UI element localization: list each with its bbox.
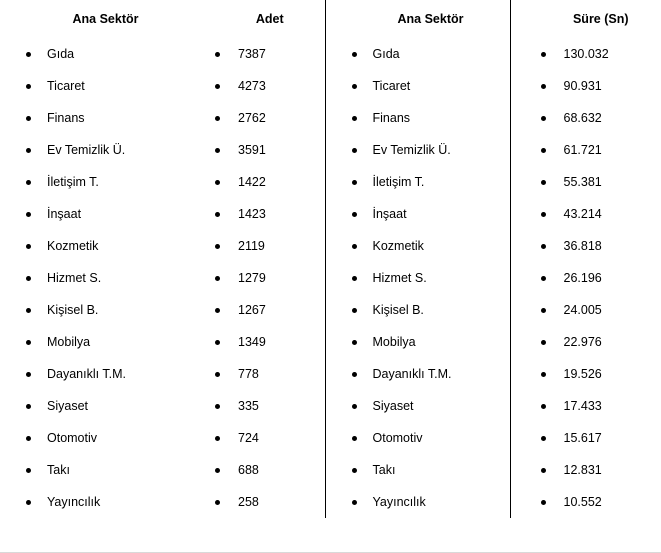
table-row [0,134,661,166]
cell-text: Takı [47,463,70,477]
bullet-icon [215,148,220,153]
bullet-icon [215,52,220,57]
cell-text: Hizmet S. [47,271,102,285]
cell-sector-time [325,70,510,102]
bullet-icon [215,404,220,409]
cell-sector-count [0,166,185,198]
cell-sector-count [0,38,185,70]
bullet-icon [352,52,357,57]
cell-text: 2762 [238,111,266,125]
cell-time [510,422,661,454]
cell-count [185,102,325,134]
cell-text: Dayanıklı T.M. [47,367,126,381]
cell-sector-time [325,166,510,198]
cell-count [185,134,325,166]
cell-text: 4273 [238,79,266,93]
bullet-icon [541,436,546,441]
cell-count [185,70,325,102]
bullet-icon [26,244,31,249]
cell-text: 68.632 [563,111,602,125]
bullet-icon [215,244,220,249]
cell-sector-time [325,38,510,70]
bullet-icon [541,500,546,505]
bullet-icon [215,500,220,505]
cell-text: 22.976 [563,335,602,349]
table-row [0,166,661,198]
bullet-icon [541,116,546,121]
cell-text: 90.931 [563,79,602,93]
cell-text: 17.433 [563,399,602,413]
bullet-icon [215,340,220,345]
cell-text: İletişim T. [372,175,425,189]
cell-text: Ev Temizlik Ü. [47,143,126,157]
bullet-icon [215,84,220,89]
bullet-icon [26,500,31,505]
cell-text: Mobilya [47,335,91,349]
cell-sector-count [0,70,185,102]
table-row [0,390,661,422]
cell-count [185,198,325,230]
cell-sector-time [325,326,510,358]
cell-text: 1279 [238,271,266,285]
cell-text: Siyaset [372,399,414,413]
cell-text: İnşaat [47,207,82,221]
cell-text: Finans [372,111,411,125]
cell-text: 55.381 [563,175,602,189]
table-row [0,230,661,262]
cell-text: 2119 [238,239,265,253]
bullet-icon [352,276,357,281]
bullet-icon [541,84,546,89]
bullet-icon [215,436,220,441]
bullet-icon [26,340,31,345]
bullet-icon [352,116,357,121]
cell-text: 1423 [238,207,266,221]
bullet-icon [352,308,357,313]
table-header [0,0,661,38]
cell-count [185,326,325,358]
bullet-icon [26,84,31,89]
cell-sector-count [0,294,185,326]
bullet-icon [352,244,357,249]
cell-count [185,262,325,294]
cell-text: Hizmet S. [372,271,427,285]
cell-text: 335 [238,399,259,413]
header-label: Ana Sektör [397,12,464,26]
cell-text: 688 [238,463,259,477]
cell-text: Kozmetik [47,239,99,253]
cell-text: 778 [238,367,259,381]
bullet-icon [541,244,546,249]
cell-sector-time [325,198,510,230]
cell-sector-count [0,134,185,166]
cell-text: 43.214 [563,207,602,221]
cell-time [510,166,661,198]
cell-time [510,390,661,422]
cell-time [510,102,661,134]
cell-sector-count [0,358,185,390]
cell-text: 724 [238,431,259,445]
bullet-icon [541,148,546,153]
bullet-icon [541,180,546,185]
bullet-icon [541,276,546,281]
cell-time [510,294,661,326]
bullet-icon [352,372,357,377]
bullet-icon [215,372,220,377]
cell-text: 15.617 [563,431,602,445]
table-row [0,262,661,294]
cell-text: Ticaret [47,79,85,93]
bullet-icon [541,52,546,57]
cell-text: 12.831 [563,463,602,477]
cell-text: Otomotiv [372,431,423,445]
cell-sector-time [325,454,510,486]
cell-text: Otomotiv [47,431,98,445]
bullet-icon [26,308,31,313]
cell-count [185,422,325,454]
cell-sector-count [0,198,185,230]
cell-time [510,326,661,358]
bullet-icon [541,308,546,313]
bullet-icon [541,468,546,473]
cell-sector-count [0,390,185,422]
header-row [0,0,661,38]
cell-sector-count [0,230,185,262]
cell-count [185,294,325,326]
cell-text: 36.818 [563,239,602,253]
table-row [0,454,661,486]
table-row [0,422,661,454]
cell-sector-time [325,422,510,454]
bullet-icon [26,436,31,441]
cell-text: Kişisel B. [47,303,99,317]
bullet-icon [541,340,546,345]
table-row [0,102,661,134]
cell-time [510,38,661,70]
column-header-sector-count [0,0,185,38]
cell-text: Gıda [372,47,400,61]
cell-text: 258 [238,495,259,509]
bullet-icon [26,404,31,409]
table-row [0,38,661,70]
cell-text: 19.526 [563,367,602,381]
cell-time [510,134,661,166]
cell-count [185,166,325,198]
cell-count [185,230,325,262]
bullet-icon [215,468,220,473]
cell-text: 26.196 [563,271,602,285]
cell-sector-count [0,422,185,454]
column-header-time [510,0,661,38]
bullet-icon [352,500,357,505]
bullet-icon [215,276,220,281]
bullet-icon [541,212,546,217]
cell-text: 3591 [238,143,266,157]
bullet-icon [352,180,357,185]
cell-text: 7387 [238,47,266,61]
bullet-icon [352,468,357,473]
cell-sector-time [325,262,510,294]
cell-text: Takı [372,463,396,477]
cell-sector-time [325,390,510,422]
cell-text: 1349 [238,335,266,349]
cell-sector-time [325,358,510,390]
cell-text: Gıda [47,47,75,61]
cell-text: 130.032 [563,47,609,61]
bullet-icon [26,116,31,121]
bullet-icon [215,116,220,121]
bullet-icon [215,180,220,185]
bullet-icon [352,404,357,409]
bullet-icon [352,340,357,345]
bullet-icon [26,468,31,473]
cell-sector-count [0,326,185,358]
table-row [0,486,661,518]
header-label: Adet [255,12,284,26]
cell-count [185,454,325,486]
cell-text: 1422 [238,175,266,189]
bullet-icon [541,372,546,377]
bullet-icon [26,276,31,281]
cell-time [510,454,661,486]
cell-text: Dayanıklı T.M. [372,367,452,381]
column-header-sector-time [325,0,510,38]
cell-text: 24.005 [563,303,602,317]
bullet-icon [352,436,357,441]
bullet-icon [215,308,220,313]
cell-text: 61.721 [563,143,602,157]
cell-text: 10.552 [563,495,602,509]
bullet-icon [352,84,357,89]
cell-time [510,70,661,102]
table-row [0,326,661,358]
table-row [0,294,661,326]
bullet-icon [26,52,31,57]
table-body [0,38,661,518]
table-row [0,358,661,390]
cell-text: Mobilya [372,335,416,349]
cell-text: Yayıncılık [372,495,426,509]
cell-sector-time [325,486,510,518]
cell-sector-count [0,102,185,134]
cell-text: Yayıncılık [47,495,101,509]
bullet-icon [352,148,357,153]
cell-text: Finans [47,111,85,125]
bullet-icon [26,180,31,185]
bullet-icon [26,372,31,377]
cell-text: İnşaat [372,207,407,221]
cell-sector-time [325,134,510,166]
cell-sector-time [325,230,510,262]
cell-time [510,262,661,294]
bullet-icon [215,212,220,217]
cell-time [510,486,661,518]
cell-sector-count [0,454,185,486]
cell-text: İletişim T. [47,175,99,189]
cell-count [185,38,325,70]
header-label: Ana Sektör [72,12,139,26]
cell-time [510,358,661,390]
bullet-icon [352,212,357,217]
cell-count [185,486,325,518]
cell-time [510,230,661,262]
cell-count [185,358,325,390]
cell-text: Kişisel B. [372,303,424,317]
table-row [0,70,661,102]
cell-sector-count [0,486,185,518]
cell-sector-time [325,294,510,326]
column-header-count [185,0,325,38]
bullet-icon [26,212,31,217]
cell-time [510,198,661,230]
cell-text: Siyaset [47,399,88,413]
bullet-icon [541,404,546,409]
cell-text: Ticaret [372,79,411,93]
header-label: Süre (Sn) [572,12,629,26]
cell-text: 1267 [238,303,266,317]
cell-sector-time [325,102,510,134]
cell-count [185,390,325,422]
cell-text: Kozmetik [372,239,424,253]
bullet-icon [26,148,31,153]
cell-sector-count [0,262,185,294]
cell-text: Ev Temizlik Ü. [372,143,451,157]
table-row [0,198,661,230]
